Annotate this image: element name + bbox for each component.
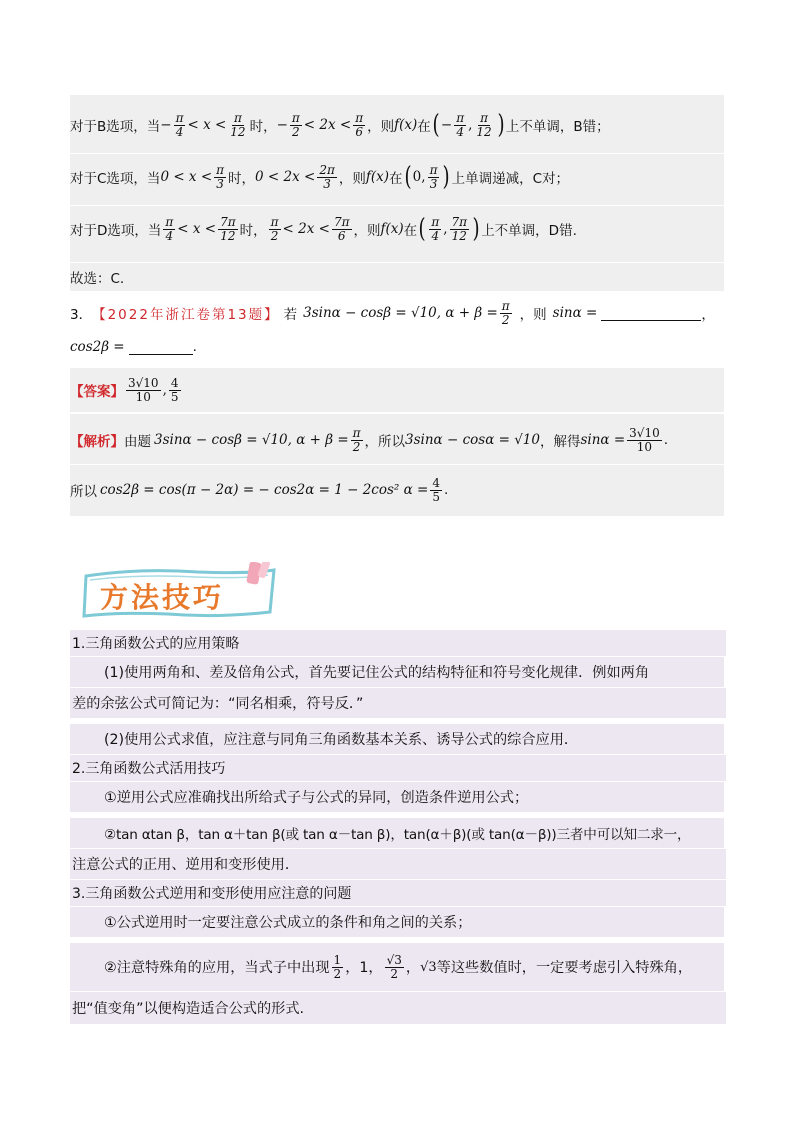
solution-continuation xyxy=(70,95,724,262)
answer-section: 【答案】 $\frac{3√10}{10}$ , $\frac{4}{5}$ xyxy=(70,368,724,412)
method-3-point-2: ②注意特殊角的应用，当式子中出现 $\frac{1}{2}$ ，1， $\frac{√3}{2}$ ， √3 等这些数值时，一定要考虑引入特殊角， xyxy=(70,943,724,991)
method-3-point-1: ①公式逆用时一定要注意公式成立的条件和角之间的关系； xyxy=(70,907,724,937)
option-b-analysis: 对于B选项，当 − $\frac{\pi}{4}$ < x < $\frac{\pi}{12}$ 时， − $\frac{\pi}{2}$ < 2x < $\frac{\pi}{6}$ ，则 f(x) 在 ( − $\frac{\pi}{4}$ , $\frac{\pi}{12}$ ) 上不单调，B错； xyxy=(70,110,610,140)
method-2-point-2: ②tan αtan β，tan α＋tan β(或 tan α－tan β)，tan(α＋β)(或 tan(α－β))三者中可以知二求一， xyxy=(70,818,724,848)
problem-source: 【2022年浙江卷第13题】 xyxy=(92,307,280,323)
methods-banner xyxy=(78,562,282,622)
problem-3: 3． 【2022年浙江卷第13题】 若 3sinα − cosβ = √10, α + β = $\frac{\pi}{2}$ ，则 sinα = ， cos2β = . xyxy=(70,298,715,355)
method-1-point-2: (2)使用公式求值，应注意与同角三角函数基本关系、诱导公式的综合应用． xyxy=(70,724,724,754)
method-section-3-title: 3.三角函数公式逆用和变形使用应注意的问题 xyxy=(70,880,726,906)
option-d-analysis: 对于D选项，当 $\frac{\pi}{4}$ < x < $\frac{7\pi}{12}$ 时， $\frac{\pi}{2}$ < 2x < $\frac{7\pi}{6}$ ，则 f(x) 在 ( $\frac{\pi}{4}$ , $\frac{7\pi}{12}$ ) 上不单调，D错. xyxy=(70,214,577,244)
method-1-point-1: (1)使用两角和、差及倍角公式，首先要记住公式的结构特征和符号变化规律．例如两角 xyxy=(70,657,724,687)
answer-blank-1[interactable] xyxy=(601,306,701,321)
analysis-label: 【解析】 xyxy=(70,434,124,450)
method-section-2-title: 2.三角函数公式活用技巧 xyxy=(70,755,726,781)
methods-content: 1.三角函数公式的应用策略 (1)使用两角和、差及倍角公式，首先要记住公式的结构特征和符号变化规律．例如两角 差的余弦公式可简记为：“同名相乘，符号反．” (2)使用公式求值，应注意与同角三角函数基本关系、诱导公式的综合应用． 2.三角函数公式活用技巧 ①逆用公式应准确找出所给式子与公式的异同，创造条件逆用公式； ②tan αtan β，tan α＋tan β(或 tan α－tan β)，tan(α＋β)(或 tan(α－β))三者中可以知二求一， 注意公式的正用、逆用和变形使用． 3.三角函数公式逆用和变形使用应注意的问题 ①公式逆用时一定要注意公式成立的条件和角之间的关系； ②注意特殊角的应用，当式子中出现 $\frac{1}{2}$ ，1， $\frac{√3}{2}$ ， √3 等这些数值时，一定要考虑引入特殊角， 把“值变角”以便构造适合公式的形式. xyxy=(70,630,724,1025)
analysis-section: 【解析】 由题 3sinα − cosβ = √10, α + β = $\frac{\pi}{2}$ ，所以 3sinα − cosα = √10 ，解得 sinα = $\frac{3√10}{10}$ . 所以 cos2β = cos(π − 2α) = − cos2α = 1 − 2cos² α = $\frac{4}{5}$ . xyxy=(70,414,724,516)
answer-blank-2[interactable] xyxy=(129,340,193,355)
method-2-point-1: ①逆用公式应准确找出所给式子与公式的异同，创造条件逆用公式； xyxy=(70,782,724,812)
choice-line: 故选：C. xyxy=(70,262,724,291)
answer-label: 【答案】 xyxy=(70,384,124,400)
option-c-analysis: 对于C选项，当 0 < x < $\frac{\pi}{3}$ 时， 0 < 2x < $\frac{2\pi}{3}$ ，则 f(x) 在 ( 0, $\frac{\pi}{3}$ ) 上单调递减，C对； xyxy=(70,162,570,192)
method-section-1-title: 1.三角函数公式的应用策略 xyxy=(70,630,726,656)
banner-title: 方法技巧 xyxy=(100,581,225,614)
